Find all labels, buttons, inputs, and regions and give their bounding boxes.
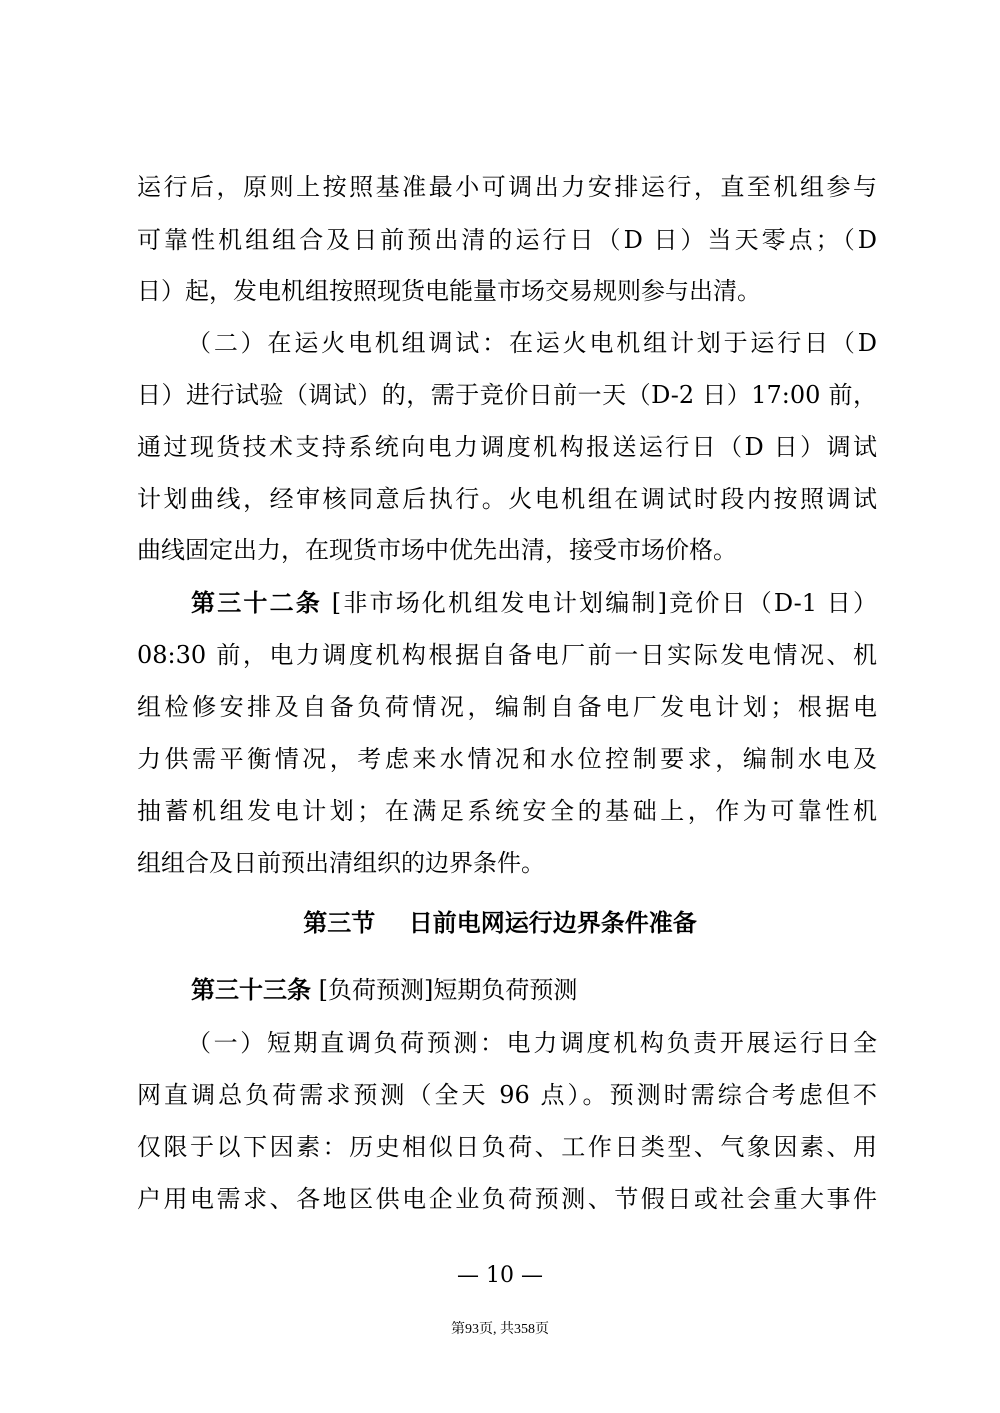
page-count-footer: 第93页, 共358页: [451, 1322, 549, 1337]
body-text-line: 组组合及日前预出清组织的边界条件。: [137, 849, 545, 877]
article-text: [非市场化机组发电计划编制]竞价日（D-1 日）: [321, 589, 877, 617]
body-text-line: 可靠性机组组合及日前预出清的运行日（D 日）当天零点；（D: [137, 226, 877, 254]
body-text-line: 通过现货技术支持系统向电力调度机构报送运行日（D 日）调试: [137, 433, 877, 461]
body-text-line: 08:30 前，电力调度机构根据自备电厂前一日实际发电情况、机: [137, 641, 877, 669]
body-text-line: 仅限于以下因素：历史相似日负荷、工作日类型、气象因素、用: [137, 1133, 877, 1161]
body-text-line: （二）在运火电机组调试：在运火电机组计划于运行日（D: [187, 329, 877, 357]
article-line: [191, 588, 877, 618]
body-text-line: 户用电需求、各地区供电企业负荷预测、节假日或社会重大事件: [137, 1185, 877, 1213]
body-text-line: 日）起，发电机组按照现货电能量市场交易规则参与出清。: [137, 277, 761, 305]
body-text-line: 日）进行试验（调试）的，需于竞价日前一天（D-2 日）17:00 前，: [137, 381, 877, 409]
body-text-line: 运行后，原则上按照基准最小可调出力安排运行，直至机组参与: [137, 173, 877, 201]
body-text-line: 计划曲线，经审核同意后执行。火电机组在调试时段内按照调试: [137, 485, 877, 513]
article-text: [负荷预测]短期负荷预测: [311, 976, 578, 1004]
body-text-line: 力供需平衡情况，考虑来水情况和水位控制要求，编制水电及: [137, 745, 877, 773]
section-heading: 第三节 日前电网运行边界条件准备: [303, 908, 697, 937]
body-text-line: （一）短期直调负荷预测：电力调度机构负责开展运行日全: [187, 1029, 877, 1057]
article-number: 第三十二条: [191, 588, 322, 617]
body-text-line: 抽蓄机组发电计划；在满足系统安全的基础上，作为可靠性机: [137, 797, 877, 825]
article-number: 第三十三条: [191, 975, 311, 1004]
body-text-line: 网直调总负荷需求预测（全天 96 点）。预测时需综合考虑但不: [137, 1081, 877, 1109]
body-text-line: 组检修安排及自备负荷情况，编制自备电厂发电计划；根据电: [137, 693, 877, 721]
body-text-line: 曲线固定出力，在现货市场中优先出清，接受市场价格。: [137, 536, 737, 564]
article-line: [191, 975, 877, 1005]
page-number: — 10 —: [457, 1263, 543, 1288]
